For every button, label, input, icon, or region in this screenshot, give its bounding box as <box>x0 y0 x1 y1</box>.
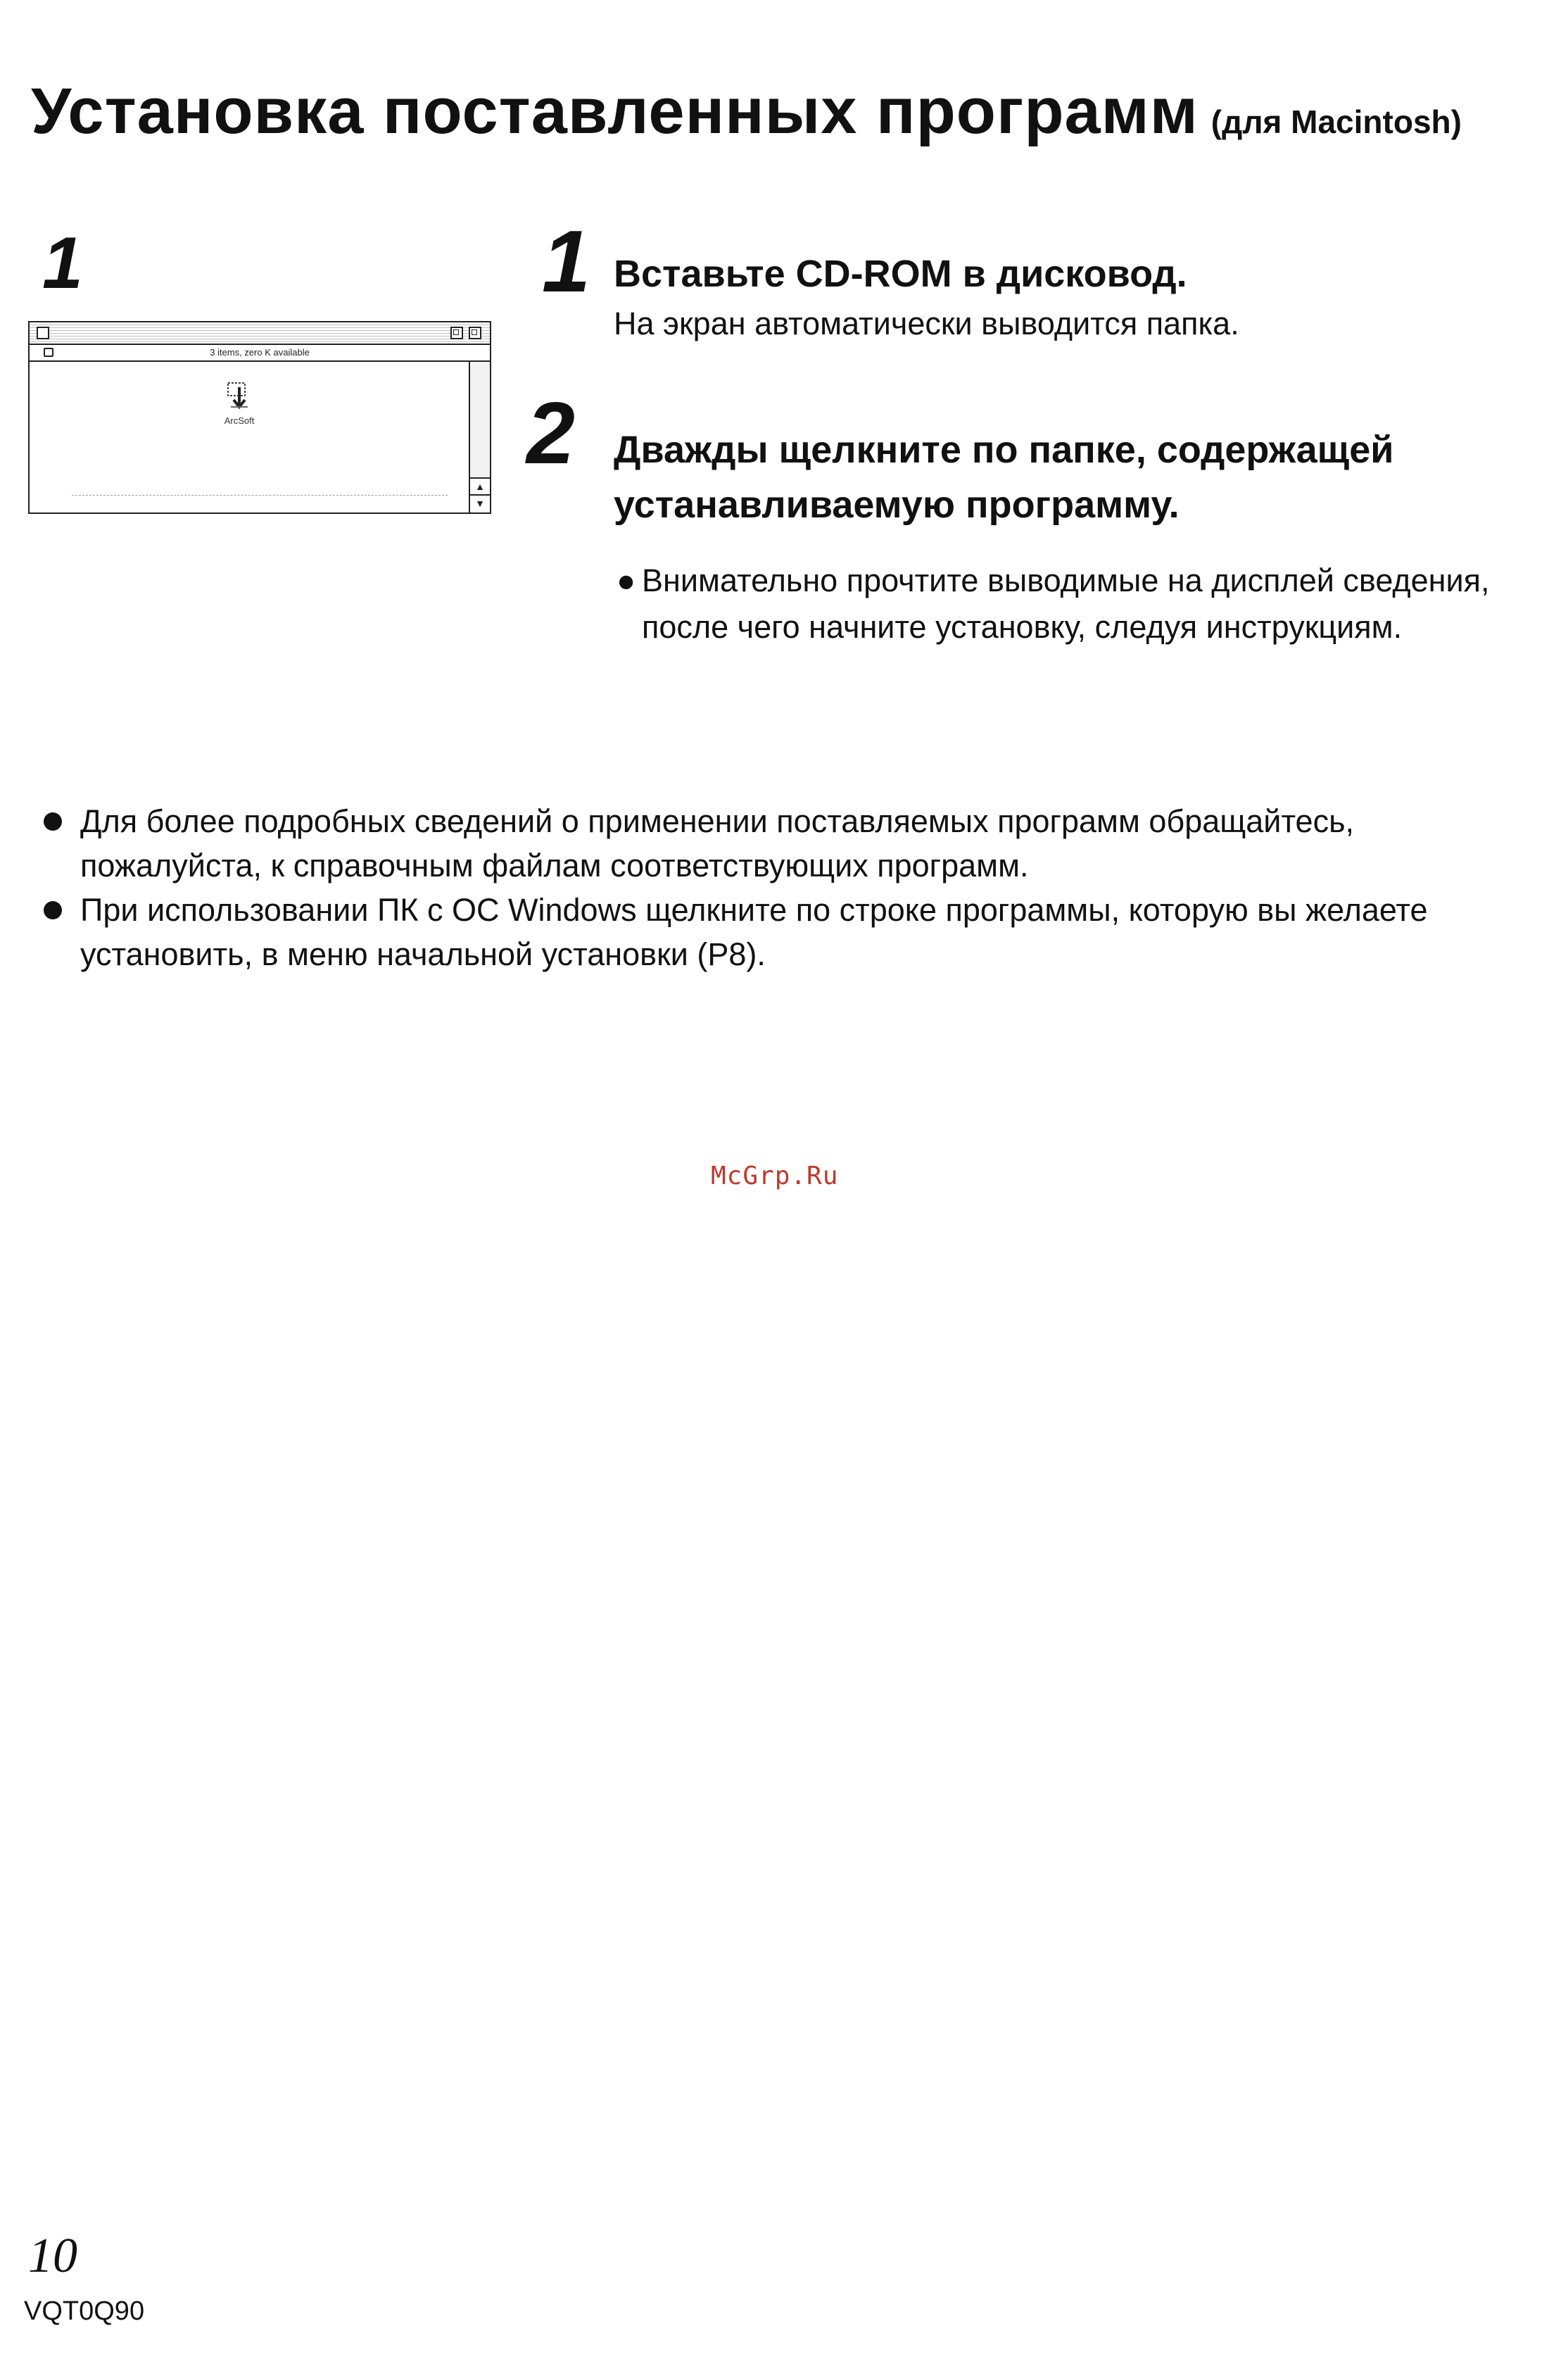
cd-folder-icon <box>224 380 255 413</box>
folder-label: ArcSoft <box>224 415 255 426</box>
step-1-heading: Вставьте CD-ROM в дисковод. <box>614 253 1187 295</box>
lock-icon <box>44 348 53 357</box>
folder-item <box>211 380 267 426</box>
notes-list <box>41 799 1533 976</box>
bullet-icon <box>44 812 62 831</box>
bullet-icon: ● <box>617 562 636 598</box>
note-text: При использовании ПК с ОС Windows щелкните по строке программы, которую вы желаете установить, в меню начальной установки (P8). <box>80 892 1428 972</box>
scroll-up-arrow-icon: ▲ <box>470 477 490 494</box>
window-bottom-divider <box>72 495 448 496</box>
note-item <box>41 799 1533 888</box>
step-2-bullet-text: Внимательно прочтите выводимые на дисплей сведения, после чего начните установку, следуя инструкциям. <box>642 562 1490 645</box>
document-code: VQT0Q90 <box>24 2296 145 2326</box>
note-item <box>41 888 1533 976</box>
step-2-bullet <box>617 558 1531 650</box>
vertical-scrollbar <box>469 362 490 512</box>
watermark: McGrp.Ru <box>711 1162 839 1190</box>
page-title <box>31 75 1462 147</box>
window-info-bar <box>30 345 490 362</box>
collapse-box-icon <box>469 327 481 339</box>
step-2-number: 2 <box>526 385 575 482</box>
window-titlebar <box>30 322 490 345</box>
page-number: 10 <box>28 2229 77 2283</box>
page-title-main: Установка поставленных программ <box>31 75 1199 147</box>
scroll-down-arrow-icon: ▼ <box>470 494 490 511</box>
window-info-text: 3 items, zero K available <box>210 347 310 358</box>
step-2-heading: Дважды щелкните по папке, содержащей устанавливаемую программу. <box>614 429 1394 526</box>
close-box-icon <box>37 327 49 339</box>
zoom-box-icon <box>450 327 463 339</box>
step-1-number: 1 <box>542 213 590 310</box>
page-title-suffix: (для Macintosh) <box>1210 103 1462 140</box>
figure-step-number: 1 <box>42 222 83 304</box>
step-1-body: На экран автоматически выводится папка. <box>614 306 1239 341</box>
note-text: Для более подробных сведений о применении поставляемых программ обращайтесь, пожалуйста, к справочным файлам соответствующих программ. <box>80 803 1355 883</box>
mac-finder-window-illustration <box>28 321 491 514</box>
bullet-icon <box>44 901 62 919</box>
